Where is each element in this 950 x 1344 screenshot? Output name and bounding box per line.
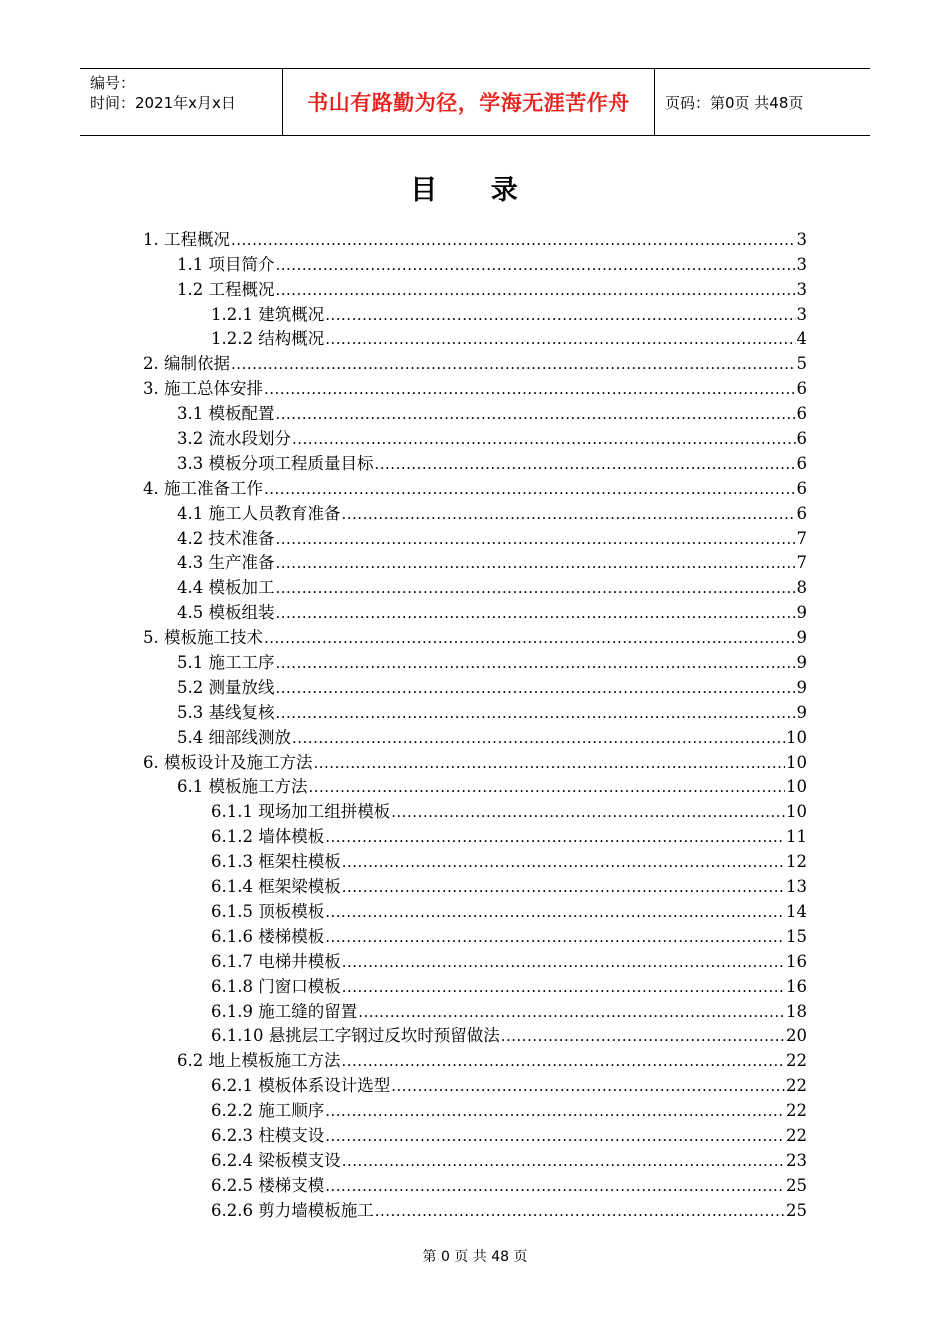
toc-entry-page: 20 xyxy=(786,1026,807,1046)
toc-dot-leader xyxy=(325,1176,785,1196)
toc-entry-title: 6. 模板设计及施工方法 xyxy=(143,752,313,772)
header-page-cell xyxy=(655,69,870,135)
toc-entry[interactable] xyxy=(143,723,807,748)
toc-dot-leader xyxy=(276,678,796,698)
toc-entry-page: 22 xyxy=(786,1125,807,1145)
toc-entry-title: 6.2.3 柱模支设 xyxy=(211,1125,325,1145)
toc-entry[interactable] xyxy=(143,1146,807,1171)
toc-title: 目 录 xyxy=(410,175,540,206)
toc-entry[interactable] xyxy=(143,275,807,300)
toc-entry[interactable] xyxy=(143,847,807,872)
toc-entry[interactable] xyxy=(143,1022,807,1047)
toc-entry[interactable] xyxy=(143,598,807,623)
toc-entry[interactable] xyxy=(143,300,807,325)
toc-entry-title: 6.1 模板施工方法 xyxy=(177,777,308,797)
toc-entry-page: 6 xyxy=(796,404,807,424)
toc-entry-title: 6.1.1 现场加工组拼模板 xyxy=(211,802,391,822)
toc-entry-page: 3 xyxy=(796,254,807,274)
document-time-label: 时间：2021年x月x日 xyxy=(90,94,236,112)
toc-entry-title: 4.2 技术准备 xyxy=(177,528,275,548)
toc-entry-title: 6.1.6 楼梯模板 xyxy=(211,926,325,946)
toc-entry-page: 7 xyxy=(796,553,807,573)
toc-entry-page: 10 xyxy=(786,727,807,747)
toc-entry-page: 9 xyxy=(796,628,807,648)
toc-entry-title: 6.2.6 剪力墙模板施工 xyxy=(211,1200,374,1220)
toc-entry-page: 6 xyxy=(796,379,807,399)
toc-entry[interactable] xyxy=(143,922,807,947)
toc-entry-page: 14 xyxy=(786,901,807,921)
toc-entry[interactable] xyxy=(143,673,807,698)
toc-entry-page: 9 xyxy=(796,603,807,623)
toc-entry[interactable] xyxy=(143,325,807,350)
toc-dot-leader xyxy=(264,628,796,648)
toc-entry[interactable] xyxy=(143,524,807,549)
toc-dot-leader xyxy=(276,578,796,598)
toc-entry-title: 1. 工程概况 xyxy=(143,229,230,249)
toc-dot-leader xyxy=(276,703,796,723)
toc-entry-page: 6 xyxy=(796,453,807,473)
toc-entry-page: 25 xyxy=(786,1200,807,1220)
toc-entry-title: 4.3 生产准备 xyxy=(177,553,275,573)
toc-dot-leader xyxy=(276,280,796,300)
toc-entry-title: 6.2.2 施工顺序 xyxy=(211,1101,325,1121)
toc-entry-page: 22 xyxy=(786,1051,807,1071)
toc-entry-page: 7 xyxy=(796,528,807,548)
toc-entry[interactable] xyxy=(143,648,807,673)
toc-entry-title: 5.4 细部线测放 xyxy=(177,727,291,747)
toc-entry-title: 6.1.4 框架梁模板 xyxy=(211,877,341,897)
toc-entry[interactable] xyxy=(143,997,807,1022)
toc-dot-leader xyxy=(501,1026,785,1046)
header-motto: 书山有路勤为径，学海无涯苦作舟 xyxy=(307,91,630,115)
toc-dot-leader xyxy=(325,1126,785,1146)
toc-entry[interactable] xyxy=(143,349,807,374)
toc-entry-title: 6.2.4 梁板模支设 xyxy=(211,1150,341,1170)
header-page-info: 页码：第0页 共48页 xyxy=(665,93,804,112)
toc-dot-leader xyxy=(342,877,785,897)
toc-entry[interactable] xyxy=(143,474,807,499)
toc-entry[interactable] xyxy=(143,1096,807,1121)
toc-dot-leader xyxy=(276,553,796,573)
table-of-contents xyxy=(143,225,807,1221)
toc-entry-page: 8 xyxy=(796,578,807,598)
toc-entry[interactable] xyxy=(143,424,807,449)
toc-dot-leader xyxy=(292,728,785,748)
toc-entry-title: 6.1.9 施工缝的留置 xyxy=(211,1001,358,1021)
toc-dot-leader xyxy=(292,429,796,449)
toc-entry-page: 23 xyxy=(786,1150,807,1170)
toc-entry[interactable] xyxy=(143,399,807,424)
toc-entry-page: 3 xyxy=(796,229,807,249)
toc-entry[interactable] xyxy=(143,449,807,474)
toc-entry-page: 3 xyxy=(796,304,807,324)
toc-dot-leader xyxy=(231,230,796,250)
toc-entry-page: 10 xyxy=(786,752,807,772)
toc-entry-page: 9 xyxy=(796,653,807,673)
toc-entry[interactable] xyxy=(143,250,807,275)
toc-entry[interactable] xyxy=(143,947,807,972)
toc-entry-page: 5 xyxy=(796,354,807,374)
toc-entry-title: 6.1.7 电梯井模板 xyxy=(211,951,341,971)
toc-dot-leader xyxy=(325,827,785,847)
toc-entry-page: 25 xyxy=(786,1175,807,1195)
toc-entry[interactable] xyxy=(143,225,807,250)
toc-dot-leader xyxy=(391,1076,785,1096)
toc-entry[interactable] xyxy=(143,797,807,822)
toc-entry-title: 6.1.2 墙体模板 xyxy=(211,827,325,847)
toc-entry-page: 4 xyxy=(796,329,807,349)
toc-entry[interactable] xyxy=(143,872,807,897)
toc-entry-title: 2. 编制依据 xyxy=(143,354,230,374)
toc-entry[interactable] xyxy=(143,773,807,798)
toc-entry-page: 18 xyxy=(786,1001,807,1021)
toc-entry-page: 6 xyxy=(796,429,807,449)
toc-dot-leader xyxy=(342,504,796,524)
toc-entry-page: 12 xyxy=(786,852,807,872)
toc-entry-title: 4. 施工准备工作 xyxy=(143,478,263,498)
toc-entry-title: 6.2.1 模板体系设计选型 xyxy=(211,1076,391,1096)
toc-entry[interactable] xyxy=(143,698,807,723)
toc-entry-title: 3.1 模板配置 xyxy=(177,404,275,424)
toc-entry-title: 6.2 地上模板施工方法 xyxy=(177,1051,341,1071)
toc-entry-page: 6 xyxy=(796,478,807,498)
toc-entry-title: 1.1 项目简介 xyxy=(177,254,275,274)
toc-entry-page: 13 xyxy=(786,877,807,897)
toc-entry-title: 5.2 测量放线 xyxy=(177,677,275,697)
toc-entry-title: 6.1.3 框架柱模板 xyxy=(211,852,341,872)
header-meta-cell xyxy=(80,69,283,135)
toc-entry-page: 3 xyxy=(796,279,807,299)
toc-dot-leader xyxy=(342,1051,786,1071)
toc-entry-title: 1.2.2 结构概况 xyxy=(211,329,325,349)
toc-entry-title: 1.2.1 建筑概况 xyxy=(211,304,325,324)
toc-entry-title: 4.1 施工人员教育准备 xyxy=(177,503,341,523)
page-footer: 第 0 页 共 48 页 xyxy=(422,1249,528,1265)
toc-entry-page: 11 xyxy=(786,827,807,847)
toc-entry-title: 6.1.8 门窗口模板 xyxy=(211,976,341,996)
toc-dot-leader xyxy=(325,1101,785,1121)
toc-entry-title: 6.2.5 楼梯支模 xyxy=(211,1175,325,1195)
toc-dot-leader xyxy=(314,753,786,773)
toc-entry-title: 6.1.5 顶板模板 xyxy=(211,901,325,921)
toc-dot-leader xyxy=(342,852,785,872)
page-header xyxy=(80,68,870,136)
toc-entry[interactable] xyxy=(143,748,807,773)
toc-dot-leader xyxy=(325,927,785,947)
toc-entry-page: 15 xyxy=(786,926,807,946)
toc-entry-page: 10 xyxy=(786,777,807,797)
toc-entry[interactable] xyxy=(143,549,807,574)
toc-dot-leader xyxy=(264,379,796,399)
toc-entry-title: 5. 模板施工技术 xyxy=(143,628,263,648)
toc-entry[interactable] xyxy=(143,573,807,598)
toc-dot-leader xyxy=(309,777,786,797)
toc-entry[interactable] xyxy=(143,1196,807,1221)
toc-entry[interactable] xyxy=(143,972,807,997)
toc-entry-title: 5.3 基线复核 xyxy=(177,702,275,722)
toc-dot-leader xyxy=(342,952,785,972)
toc-entry-page: 16 xyxy=(786,951,807,971)
toc-entry[interactable] xyxy=(143,1071,807,1096)
toc-dot-leader xyxy=(276,603,796,623)
toc-dot-leader xyxy=(375,454,796,474)
toc-dot-leader xyxy=(391,802,785,822)
toc-entry[interactable] xyxy=(143,1046,807,1071)
toc-dot-leader xyxy=(325,305,795,325)
toc-dot-leader xyxy=(276,653,796,673)
toc-entry-page: 9 xyxy=(796,677,807,697)
toc-entry-page: 16 xyxy=(786,976,807,996)
toc-dot-leader xyxy=(276,404,796,424)
toc-entry[interactable] xyxy=(143,374,807,399)
toc-dot-leader xyxy=(231,354,796,374)
toc-dot-leader xyxy=(375,1201,785,1221)
toc-entry-title: 4.5 模板组装 xyxy=(177,603,275,623)
toc-entry-title: 5.1 施工工序 xyxy=(177,653,275,673)
toc-dot-leader xyxy=(276,529,796,549)
toc-entry-page: 6 xyxy=(796,503,807,523)
toc-dot-leader xyxy=(325,902,785,922)
toc-entry-title: 3.3 模板分项工程质量目标 xyxy=(177,453,374,473)
toc-entry[interactable] xyxy=(143,822,807,847)
toc-entry-title: 3. 施工总体安排 xyxy=(143,379,263,399)
toc-entry-page: 9 xyxy=(796,702,807,722)
toc-dot-leader xyxy=(325,329,795,349)
toc-entry-page: 22 xyxy=(786,1076,807,1096)
toc-dot-leader xyxy=(342,977,785,997)
toc-entry-page: 22 xyxy=(786,1101,807,1121)
toc-entry[interactable] xyxy=(143,1171,807,1196)
toc-entry-title: 3.2 流水段划分 xyxy=(177,429,291,449)
toc-entry[interactable] xyxy=(143,499,807,524)
document-number-label: 编号： xyxy=(90,74,136,92)
header-motto-cell xyxy=(283,69,655,135)
toc-entry[interactable] xyxy=(143,1121,807,1146)
toc-entry-title: 1.2 工程概况 xyxy=(177,279,275,299)
toc-dot-leader xyxy=(358,1002,785,1022)
toc-dot-leader xyxy=(264,479,796,499)
toc-dot-leader xyxy=(276,255,796,275)
toc-entry-title: 6.1.10 悬挑层工字钢过反坎时预留做法 xyxy=(211,1026,500,1046)
toc-entry-title: 4.4 模板加工 xyxy=(177,578,275,598)
toc-entry-page: 10 xyxy=(786,802,807,822)
toc-entry[interactable] xyxy=(143,623,807,648)
toc-dot-leader xyxy=(342,1151,785,1171)
toc-entry[interactable] xyxy=(143,897,807,922)
